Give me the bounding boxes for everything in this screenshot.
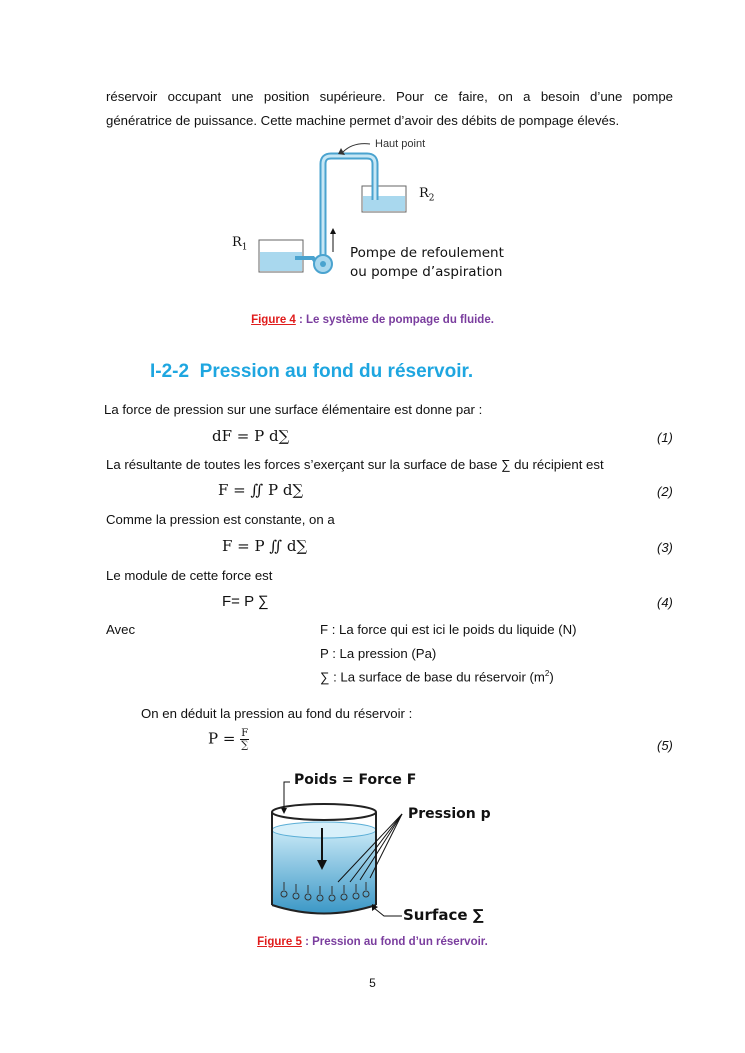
tank-water xyxy=(272,830,376,914)
tank-rim xyxy=(272,804,376,820)
definition-pression: P : La pression (Pa) xyxy=(320,646,437,661)
figure-4-caption-label: Figure 4 xyxy=(251,314,296,326)
label-pompe-line-1: Pompe de refoulement xyxy=(350,245,504,261)
label-pression-p: Pression p xyxy=(408,806,491,822)
intro-line-2: génératrice de puissance. Cette machine permet d’avoir des débits de pompage élevés. xyxy=(106,113,620,128)
body-paragraph-1: La force de pression sur une surface élémentaire est donne par : xyxy=(104,402,483,417)
equation-1-number: (1) xyxy=(657,430,673,445)
equation-2: F = ∬ P d∑ xyxy=(218,481,304,499)
label-pompe-line-2: ou pompe d’aspiration xyxy=(350,264,503,280)
body-paragraph-4: Le module de cette force est xyxy=(106,568,273,583)
equation-4: F= P ∑ xyxy=(222,593,269,610)
surface-leader xyxy=(374,908,402,916)
section-heading: I-2-2 Pression au fond du réservoir. xyxy=(150,361,474,382)
label-surface: Surface ∑ xyxy=(403,906,484,924)
body-paragraph-5: On en déduit la pression au fond du réservoir : xyxy=(141,706,413,721)
equation-2-number: (2) xyxy=(657,484,673,499)
definition-surface: ∑ : La surface de base du réservoir $(m^2)$ xyxy=(320,669,554,685)
figure-4-caption xyxy=(0,314,745,326)
reservoir-r2-water xyxy=(363,196,405,211)
definition-force: F : La force qui est ici le poids du liquide (N) xyxy=(320,622,577,637)
equation-1: dF = P d∑ xyxy=(212,427,290,445)
haut-point-arrow xyxy=(343,144,370,152)
avec-label: Avec xyxy=(106,622,136,637)
body-paragraph-3: Comme la pression est constante, on a xyxy=(106,512,335,527)
label-poids-force: Poids = Force F xyxy=(294,772,417,788)
intro-line-1: réservoir occupant une position supérieure. Pour ce faire, on a besoin d’une pompe xyxy=(106,89,673,104)
figure-5-caption-label: Figure 5 xyxy=(257,936,302,948)
body-paragraph-2: La résultante de toutes les forces s’exerçant sur la surface de base ∑ du récipient est xyxy=(106,457,604,472)
page-number: 5 xyxy=(369,976,376,990)
figure-4-pumping-diagram xyxy=(225,134,515,284)
figure-4-caption-text: : Le système de pompage du fluide. xyxy=(295,314,494,326)
equation-5-fraction: $\frac{F}{\sum}$ xyxy=(241,728,249,751)
equation-4-number: (4) xyxy=(657,595,673,610)
equation-3: F = P ∬ d∑ xyxy=(222,537,308,555)
figure-5-caption xyxy=(0,936,745,948)
equation-5-number: (5) xyxy=(657,738,673,753)
equation-5: P = $\frac{F}{\sum}$ xyxy=(208,728,249,751)
label-r1: $R_1$ xyxy=(232,235,248,253)
label-haut-point: Haut point xyxy=(375,138,426,150)
reservoir-r1-water xyxy=(260,252,302,271)
label-r2: $R_2$ xyxy=(419,186,435,204)
equation-3-number: (3) xyxy=(657,540,673,555)
figure-5-caption-text: : Pression au fond d’un réservoir. xyxy=(301,936,488,948)
